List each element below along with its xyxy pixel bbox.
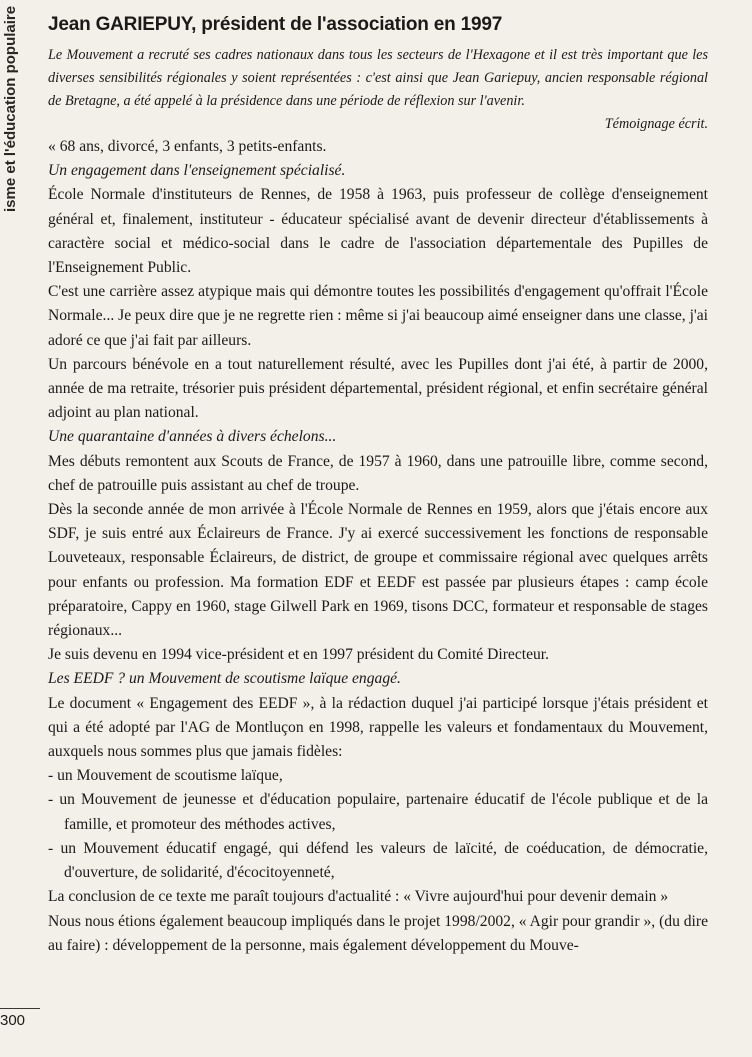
subheading-eedf: Les EEDF ? un Mouvement de scoutisme laïque engagé. [48,670,401,688]
paragraph-project: Nous nous étions également beaucoup impliqués dans le projet 1998/2002, « Agir pour grandir », (du dire au faire) : développement de la personne, mais également développement du Mouve- [48,912,709,954]
chapter-side-tab [0,0,24,1057]
paragraph-volunteer: Un parcours bénévole en a tout naturellement résulté, avec les Pupilles dont j'ai été, à partir de 2000, année de ma retraite, trésorier puis président départemental, président régional, et enfin secrétaire général adjoint au plan national. [48,355,708,422]
page-number: 300 [0,1012,26,1029]
values-list [48,764,708,885]
subheading-engagement: Un engagement dans l'enseignement spécialisé. [48,162,346,180]
list-item: - un Mouvement de scoutisme laïque, [48,767,283,785]
paragraph-document: Le document « Engagement des EEDF », à la rédaction duquel j'ai participé lorsque j'étais président et qui a été adopté par l'AG de Montluçon en 1998, rappelle les valeurs et fondamentaux du Mouvement, auxquels nous sommes plus que jamais fidèles: [48,694,708,761]
article-body [48,12,708,958]
paragraph-atypical: C'est une carrière assez atypique mais qui démontre toutes les possibilités d'engagement qu'offrait l'École Normale... Je peux dire que je ne regrette rien : même si j'ai beaucoup aimé enseigner dans une classe, j'ai adoré ce que j'ai fait par ailleurs. [48,283,708,349]
paragraph-personal: « 68 ans, divorcé, 3 enfants, 3 petits-enfants. [48,138,327,155]
page-number-rule [0,1008,40,1009]
paragraph-eclaireurs: Dès la seconde année de mon arrivée à l'École Normale de Rennes en 1959, alors que j'étais encore aux SDF, je suis entré aux Éclaireurs de France. J'y ai exercé successivement les fonctions de responsable Louveteaux, responsable Éclaireurs, de district, de groupe et commissaire régional avec quelques arrêts pour enfants ou profession. Ma formation EDF et EEDF est passée par plusieurs étapes : camp école préparatoire, Cappy en 1960, stage Gilwell Park en 1969, tisons DCC, formateur et responsable de stages régionaux... [48,501,708,640]
paragraph-president: Je suis devenu en 1994 vice-président et en 1997 président du Comité Directeur. [48,646,550,664]
list-item: - un Mouvement éducatif engagé, qui défend les valeurs de laïcité, de coéducation, de démocratie, d'ouverture, de solidarité, d'écocitoyenneté, [48,839,708,882]
intro-paragraph: Le Mouvement a recruté ses cadres nationaux dans tous les secteurs de l'Hexagone et il est très important que les diverses sensibilités régionales y soient représentées : c'est ainsi que Jean Gariepuy, ancien responsable régional de Bretagne, a été appelé à la présidence dans une période de réflexion sur l'avenir. [48,47,708,109]
paragraph-conclusion: La conclusion de ce texte me paraît toujours d'actualité : « Vivre aujourd'hui pour devenir demain » [48,888,669,906]
paragraph-beginnings: Mes débuts remontent aux Scouts de France, de 1957 à 1960, dans une patrouille libre, comme second, chef de patrouille puis assistant au chef de troupe. [48,452,708,494]
testimony-label: Témoignage écrit. [604,116,708,132]
paragraph-career: École Normale d'instituteurs de Rennes, de 1958 à 1963, puis professeur de collège d'enseignement général et, finalement, instituteur - éducateur spécialisé avant de devenir directeur d'établissements à caractère social et médico-social dans le cadre de l'association départementale des Pupilles de l'Enseignement Public. [48,186,708,277]
article-title: Jean GARIEPUY, président de l'association en 1997 [48,14,503,35]
chapter-side-title: isme et l'éducation populaire [2,6,19,213]
list-item: - un Mouvement de jeunesse et d'éducation populaire, partenaire éducatif de l'école publique et de la famille, et promoteur des méthodes actives, [48,791,708,833]
subheading-forty-years: Une quarantaine d'années à divers échelons... [48,428,337,446]
